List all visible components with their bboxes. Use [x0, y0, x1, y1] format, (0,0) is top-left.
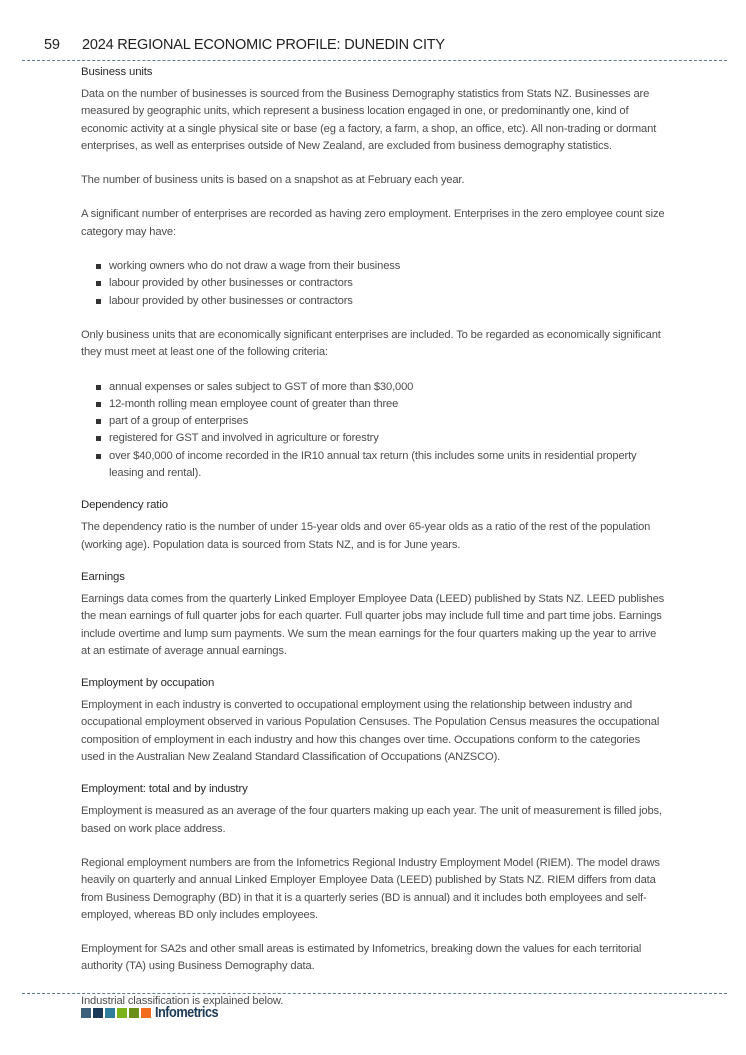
- logo-square-icon: [141, 1008, 151, 1018]
- brand-name: Infometrics: [155, 1004, 219, 1021]
- page-number: 59: [44, 37, 60, 53]
- section-heading-employment-total: Employment: total and by industry: [81, 783, 248, 796]
- document-title: 2024 REGIONAL ECONOMIC PROFILE: DUNEDIN CITY: [82, 37, 445, 53]
- page-content: [81, 62, 666, 1010]
- section-heading-business-units: Business units: [81, 66, 153, 78]
- bullet-list-criteria: [81, 379, 666, 483]
- list-item: registered for GST and involved in agriculture or forestry: [95, 430, 666, 447]
- paragraph: Data on the number of businesses is sourced from the Business Demography statistics from Stats NZ. Businesses are measured by geographic units, which represent a business location engaged in one, or predominantly one, kind of economic activity at a single physical site or base (eg a factory, a farm, a shop, an office, etc). All non-trading or dormant enterprises, as well as enterprises outside of New Zealand, are excluded from business demography statistics.: [81, 88, 657, 152]
- list-item: labour provided by other businesses or contractors: [95, 275, 666, 292]
- paragraph: Industrial classification is explained below.: [81, 994, 284, 1007]
- infometrics-logo: [81, 1004, 229, 1021]
- list-item: 12-month rolling mean employee count of greater than three: [95, 396, 666, 413]
- section-heading-employment-by-occupation: Employment by occupation: [81, 677, 215, 690]
- logo-square-icon: [129, 1008, 139, 1018]
- paragraph: Regional employment numbers are from the Infometrics Regional Industry Employment Model (RIEM). The model draws heavily on quarterly and annual Linked Employer Employee Data (LEED) published by Stats NZ. RIEM differs from data from Business Demography (BD) in that it is a quarterly series (BD is annual) and it includes both employees and self-employed, whereas BD only includes employees.: [81, 856, 660, 921]
- footer-divider: [22, 993, 727, 994]
- paragraph: The number of business units is based on a snapshot as at February each year.: [81, 174, 465, 187]
- paragraph: A significant number of enterprises are recorded as having zero employment. Enterprises in the zero employee count size category may have:: [81, 208, 665, 238]
- list-item: annual expenses or sales subject to GST of more than $30,000: [95, 379, 666, 396]
- paragraph: Earnings data comes from the quarterly Linked Employer Employee Data (LEED) published by Stats NZ. LEED publishes the mean earnings of full quarter jobs for each quarter. Full quarter jobs may include full time and part time jobs. Earnings include overtime and lump sum payments. We sum the mean earnings for the four quarters making up the year to arrive at an estimate of average annual earnings.: [81, 592, 665, 657]
- paragraph: Employment is measured as an average of the four quarters making up each year. The unit of measurement is filled jobs, based on work place address.: [81, 805, 662, 835]
- bullet-list-zero-employee: [81, 258, 666, 310]
- list-item: working owners who do not draw a wage from their business: [95, 258, 666, 275]
- paragraph: The dependency ratio is the number of under 15-year olds and over 65-year olds as a ratio of the rest of the population (working age). Population data is sourced from Stats NZ, and is for June years.: [81, 521, 651, 551]
- logo-square-icon: [93, 1008, 103, 1018]
- logo-square-icon: [117, 1008, 127, 1018]
- logo-square-icon: [105, 1008, 115, 1018]
- section-heading-earnings: Earnings: [81, 570, 125, 583]
- paragraph: Only business units that are economically significant enterprises are included. To be regarded as economically significant they must meet at least one of the following criteria:: [81, 328, 661, 359]
- paragraph: Employment in each industry is converted to occupational employment using the relationship between industry and occupational employment observed in various Population Censuses. The Population Census measures the occupational composition of employment in each industry and how this changes over time. Occupations conform to the categories used in the Australian New Zealand Standard Classification of Occupations (ANZSCO).: [81, 699, 660, 764]
- paragraph: Employment for SA2s and other small areas is estimated by Infometrics, breaking down the values for each territorial authority (TA) using Business Demography data.: [81, 943, 642, 973]
- list-item: labour provided by other businesses or contractors: [95, 293, 666, 310]
- section-heading-dependency-ratio: Dependency ratio: [81, 499, 168, 512]
- list-item: part of a group of enterprises: [95, 413, 666, 430]
- page-header: [44, 37, 445, 53]
- logo-square-icon: [81, 1008, 91, 1018]
- list-item: over $40,000 of income recorded in the IR10 annual tax return (this includes some units in residential property leasing and rental).: [95, 448, 666, 483]
- header-divider: [22, 60, 727, 61]
